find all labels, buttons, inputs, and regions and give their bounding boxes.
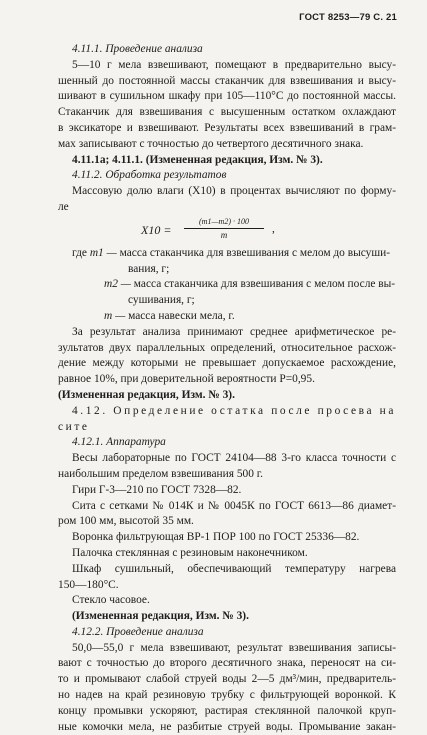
paragraph-line: наибольшим пределом взвешивания 500 г. <box>58 467 263 480</box>
definition-line: вания, г; <box>128 262 170 275</box>
paragraph-line: Весы лабораторные по ГОСТ 24104—88 3-го класса точности с <box>72 452 396 465</box>
definition-line: сушивания, г; <box>128 294 195 307</box>
paragraph-line: концу промывки ускоряют, растирая стеклянной палочкой круп- <box>58 704 396 717</box>
definition-line <box>58 277 396 293</box>
definition-line <box>58 309 396 325</box>
paragraph-line: Массовую долю влаги (X10) в процентах вычисляют по форму- <box>72 185 396 198</box>
section-heading-4-11-2: 4.11.2. Обработка результатов <box>72 169 227 182</box>
amendment-note: (Измененная редакция, Изм. № 3). <box>72 610 249 623</box>
document-body <box>58 42 396 735</box>
paragraph-line: Воронка фильтрующая ВР-1 ПОР 100 по ГОСТ 25336—82. <box>72 531 360 544</box>
formula-trail: , <box>272 222 275 235</box>
paragraph-line: равное 10%, при доверительной вероятности P=0,95. <box>58 373 315 386</box>
paragraph-line: зультатов двух параллельных определений, относительное расхож- <box>58 341 396 354</box>
paragraph-line: дение между которыми не превышает допускаемое расхождение, <box>58 357 396 370</box>
paragraph-line: но надев на край резиновую трубку с фильтрующей воронкой. К <box>58 689 396 702</box>
formula-numerator: (m1—m2) · 100 <box>184 216 264 229</box>
paragraph-line: Стекло часовое. <box>72 594 150 607</box>
amendment-note: (Измененная редакция, Изм. № 3). <box>58 388 235 401</box>
definition-text: масса навески мела, г. <box>128 309 235 322</box>
section-heading-4-12-cont: сите <box>58 420 90 433</box>
definition-term: m2 — <box>104 278 131 291</box>
paragraph-line: ные комочки мела, не разбитые струей воды. Промывание закан- <box>58 720 396 733</box>
section-heading-4-11-1: 4.11.1. Проведение анализа <box>72 43 203 55</box>
paragraph-line: шенный до постоянной массы стаканчик для взвешивания и высу- <box>58 74 396 87</box>
paragraph-line: в эксикаторе и взвешивают. Результаты всех взвешиваний в грам- <box>58 121 396 134</box>
formula-fraction <box>184 216 264 241</box>
formula-lhs: X10 = <box>141 222 172 237</box>
page-header: ГОСТ 8253—79 С. 21 <box>299 12 397 23</box>
formula <box>58 216 396 246</box>
paragraph-line: 50,0—55,0 г мела взвешивают, результат взвешивания записы- <box>72 641 396 654</box>
paragraph-line: вают с точностью до второго десятичного знака, переносят на си- <box>58 657 396 670</box>
definition-term: m1 — <box>89 246 117 259</box>
paragraph-line: 5—10 г мела взвешивают, помещают в предварительно высу- <box>72 58 396 71</box>
variable-definitions <box>58 246 396 325</box>
paragraph-line: Сита с сетками № 014К и № 0045К по ГОСТ 6613—86 диамет- <box>72 499 396 512</box>
paragraph-line: ле <box>58 200 69 213</box>
definition-lead: где <box>72 246 87 259</box>
paragraph-line: Палочка стеклянная с резиновым наконечником. <box>72 546 308 559</box>
definition-text: масса стаканчика для взвешивания с мелом после вы- <box>133 278 396 291</box>
paragraph-line: Стаканчик для взвешивания с высушенным остатком охлаждают <box>58 106 396 119</box>
section-heading-4-12: 4.12. Определение остатка после просева на <box>72 404 396 417</box>
paragraph-line: Гири Г-3—210 по ГОСТ 7328—82. <box>72 483 242 496</box>
paragraph-line: Шкаф сушильный, обеспечивающий температуру нагрева <box>72 562 396 575</box>
paragraph-line: то и промывают слабой струей воды 2—5 дм³/мин, предваритель- <box>58 673 396 686</box>
definition-text: масса стаканчика для взвешивания с мелом до высуши- <box>119 246 391 259</box>
section-heading-4-12-2: 4.12.2. Проведение анализа <box>72 625 204 638</box>
amendment-note: 4.11.1а; 4.11.1. (Измененная редакция, Изм. № 3). <box>72 153 323 166</box>
paragraph-line: шивают в сушильном шкафу при 105—110°С до постоянной массы. <box>58 90 396 103</box>
definition-line <box>58 246 396 262</box>
paragraph-line: За результат анализа принимают среднее арифметическое ре- <box>72 325 396 338</box>
formula-denominator: m <box>220 229 228 240</box>
paragraph-line: мах записывают с точностью до четвертого десятичного знака. <box>58 137 364 150</box>
paragraph-line: 150—180°С. <box>58 578 119 591</box>
definition-term: m — <box>104 309 126 322</box>
paragraph-line: ром 100 мм, высотой 35 мм. <box>58 515 194 528</box>
section-heading-4-12-1: 4.12.1. Аппаратура <box>72 436 166 449</box>
